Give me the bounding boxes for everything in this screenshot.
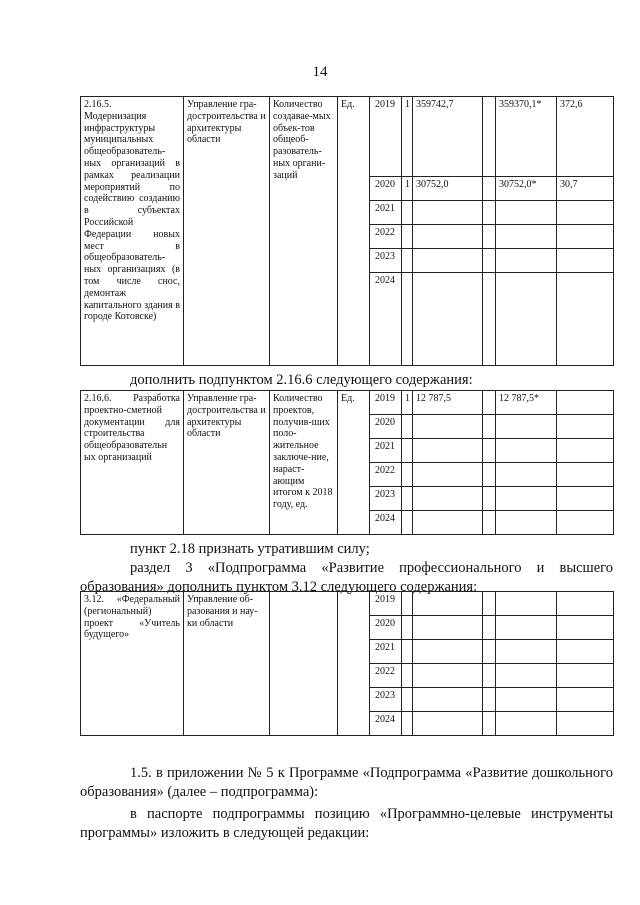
value-cell-qty [402, 664, 413, 688]
point-2-18-text: пункт 2.18 признать утратившим силу; [130, 541, 370, 557]
value-cell-v3 [557, 463, 614, 487]
value-cell-v3 [557, 415, 614, 439]
passport-text: в паспорте подпрограммы позицию «Программно-целевые инструменты программы» изложить в следующей редакции: [80, 806, 613, 841]
value-cell-v3 [557, 712, 614, 736]
table-3-12 [80, 591, 614, 736]
table-row [81, 97, 614, 177]
value-cell-v3 [557, 391, 614, 415]
blank-cell [483, 439, 496, 463]
value-cell-v3: 372,6 [557, 97, 614, 177]
blank-cell [483, 391, 496, 415]
value-cell-v2 [496, 463, 557, 487]
year-cell: 2024 [370, 712, 402, 736]
value-cell-v1 [413, 487, 483, 511]
value-cell-v2 [496, 511, 557, 535]
table-2-16-6 [80, 390, 614, 535]
year-cell: 2019 [370, 97, 402, 177]
year-cell: 2019 [370, 592, 402, 616]
blank-cell [483, 97, 496, 177]
value-cell-v3 [557, 688, 614, 712]
value-cell-v2: 12 787,5* [496, 391, 557, 415]
item-1-5-text: 1.5. в приложении № 5 к Программе «Подпрограмма «Развитие дошкольного образования» (далее – подпрограмма): [80, 765, 613, 800]
value-cell-v2 [496, 592, 557, 616]
value-cell-qty: 1 [402, 177, 413, 201]
year-cell: 2020 [370, 616, 402, 640]
blank-cell [483, 712, 496, 736]
blank-cell [483, 201, 496, 225]
value-cell-v3 [557, 511, 614, 535]
indicator-cell: Количество создавае-мых объек-тов общеоб-разователь-ных органи-заций [270, 97, 338, 366]
value-cell-v2: 30752,0* [496, 177, 557, 201]
year-cell: 2019 [370, 391, 402, 415]
value-cell-v1 [413, 616, 483, 640]
year-cell: 2022 [370, 225, 402, 249]
value-cell-v1: 12 787,5 [413, 391, 483, 415]
value-cell-qty [402, 225, 413, 249]
year-cell: 2021 [370, 439, 402, 463]
table-2-16-5 [80, 96, 614, 366]
indicator-cell [270, 592, 338, 736]
unit-cell: Ед. [338, 97, 370, 366]
value-cell-v3 [557, 640, 614, 664]
year-cell: 2023 [370, 249, 402, 273]
value-cell-v3 [557, 225, 614, 249]
value-cell-qty: 1 [402, 97, 413, 177]
value-cell-v3 [557, 487, 614, 511]
value-cell-qty [402, 439, 413, 463]
value-cell-v2 [496, 415, 557, 439]
value-cell-v2 [496, 616, 557, 640]
blank-cell [483, 177, 496, 201]
value-cell-qty [402, 640, 413, 664]
value-cell-v1 [413, 592, 483, 616]
value-cell-v3 [557, 664, 614, 688]
value-cell-v2 [496, 664, 557, 688]
value-cell-qty [402, 688, 413, 712]
year-cell: 2023 [370, 688, 402, 712]
value-cell-v2 [496, 487, 557, 511]
value-cell-qty [402, 616, 413, 640]
value-cell-qty [402, 201, 413, 225]
value-cell-v2 [496, 640, 557, 664]
year-cell: 2022 [370, 664, 402, 688]
executor-cell: Управление об-разования и нау-ки области [184, 592, 270, 736]
value-cell-v1 [413, 688, 483, 712]
blank-cell [483, 511, 496, 535]
table-row [81, 592, 614, 616]
value-cell-v1 [413, 225, 483, 249]
value-cell-v1 [413, 463, 483, 487]
blank-cell [483, 688, 496, 712]
value-cell-v1: 359742,7 [413, 97, 483, 177]
value-cell-qty [402, 463, 413, 487]
value-cell-qty [402, 712, 413, 736]
executor-cell: Управление гра-достроительства и архитектуры области [184, 391, 270, 535]
measure-description: 2.16.6. Разработка проектно-сметной документации для строительства общеобразовательн ых организаций [81, 391, 184, 535]
value-cell-v1 [413, 249, 483, 273]
unit-cell [338, 592, 370, 736]
blank-cell [483, 415, 496, 439]
value-cell-v2 [496, 225, 557, 249]
blank-cell [483, 463, 496, 487]
add-subpoint-2-16-6-text: дополнить подпунктом 2.16.6 следующего содержания: [130, 372, 473, 388]
value-cell-v1 [413, 273, 483, 366]
value-cell-v2 [496, 712, 557, 736]
blank-cell [483, 249, 496, 273]
value-cell-v2 [496, 688, 557, 712]
value-cell-v1: 30752,0 [413, 177, 483, 201]
indicator-cell: Количество проектов, получив-ших поло-жительное заключе-ние, нараст-ающим итогом к 2018 году, ед. [270, 391, 338, 535]
value-cell-v3 [557, 201, 614, 225]
value-cell-qty: 1 [402, 391, 413, 415]
page-number: 14 [312, 64, 328, 80]
unit-cell: Ед. [338, 391, 370, 535]
value-cell-qty [402, 592, 413, 616]
blank-cell [483, 225, 496, 249]
value-cell-v3 [557, 249, 614, 273]
measure-description: 3.12. «Федеральный (региональный) проект «Учитель будущего» [81, 592, 184, 736]
executor-cell: Управление гра-достроительства и архитектуры области [184, 97, 270, 366]
value-cell-qty [402, 487, 413, 511]
year-cell: 2021 [370, 201, 402, 225]
blank-cell [483, 664, 496, 688]
value-cell-qty [402, 249, 413, 273]
value-cell-v1 [413, 640, 483, 664]
value-cell-v1 [413, 511, 483, 535]
year-cell: 2024 [370, 511, 402, 535]
year-cell: 2021 [370, 640, 402, 664]
year-cell: 2022 [370, 463, 402, 487]
blank-cell [483, 592, 496, 616]
value-cell-v2 [496, 201, 557, 225]
year-cell: 2020 [370, 415, 402, 439]
value-cell-qty [402, 511, 413, 535]
value-cell-qty [402, 273, 413, 366]
value-cell-v2 [496, 249, 557, 273]
blank-cell [483, 487, 496, 511]
value-cell-v2: 359370,1* [496, 97, 557, 177]
value-cell-v2 [496, 439, 557, 463]
value-cell-v3: 30,7 [557, 177, 614, 201]
value-cell-v3 [557, 616, 614, 640]
value-cell-v1 [413, 664, 483, 688]
value-cell-qty [402, 415, 413, 439]
table-row [81, 391, 614, 415]
year-cell: 2023 [370, 487, 402, 511]
blank-cell [483, 616, 496, 640]
year-cell: 2020 [370, 177, 402, 201]
measure-description: 2.16.5. Модернизация инфраструктуры муниципальных общеобразователь-ных организаций в рамках реализации мероприятий по содействию созданию в субъектах Российской Федерации новых мест в общеобразователь-ных организациях (в том числе снос, демонтаж капитального здания в городе Котовске) [81, 97, 184, 366]
section-3-text: раздел 3 «Подпрограмма «Развитие профессионального и высшего образования» дополнить пунктом 3.12 следующего содержания: [80, 560, 613, 595]
value-cell-v1 [413, 712, 483, 736]
value-cell-v1 [413, 201, 483, 225]
value-cell-v1 [413, 439, 483, 463]
blank-cell [483, 640, 496, 664]
value-cell-v3 [557, 592, 614, 616]
value-cell-v3 [557, 273, 614, 366]
value-cell-v1 [413, 415, 483, 439]
blank-cell [483, 273, 496, 366]
value-cell-v2 [496, 273, 557, 366]
year-cell: 2024 [370, 273, 402, 366]
value-cell-v3 [557, 439, 614, 463]
